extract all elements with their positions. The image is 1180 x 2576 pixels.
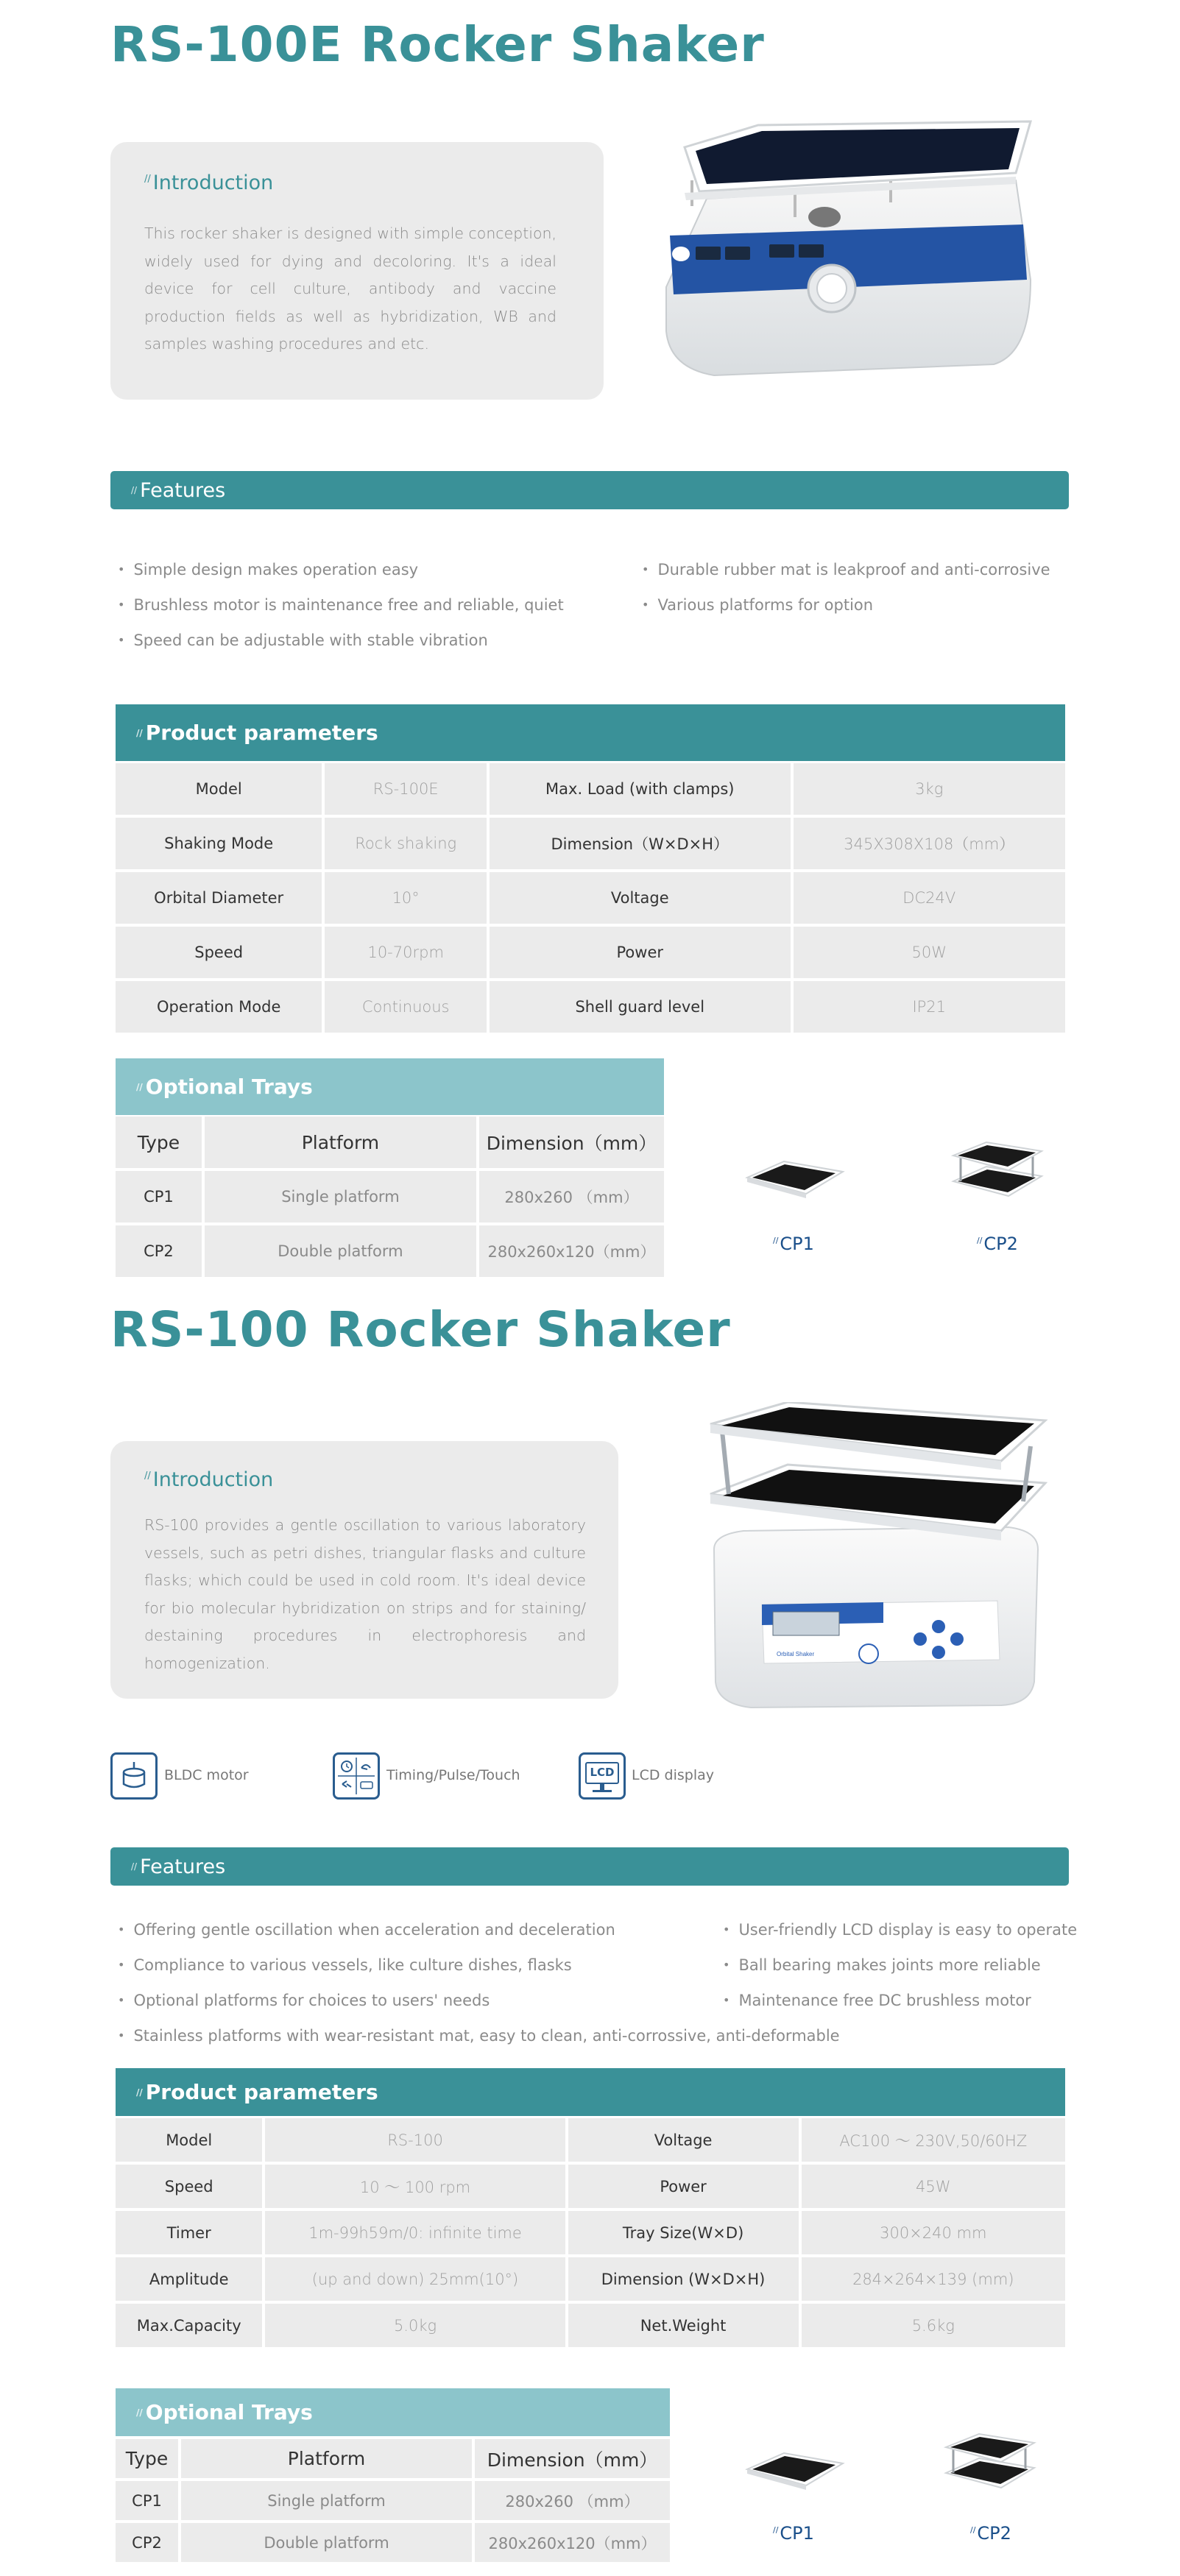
tray-dimension: 280x260x120（mm） [475, 2523, 670, 2562]
table-row [116, 2304, 1065, 2347]
param-value: IP21 [794, 981, 1066, 1033]
param-value: 50W [794, 927, 1066, 978]
tray-type: CP2 [116, 1225, 202, 1277]
param-value: Rock shaking [325, 818, 487, 869]
trays-header-cell: Type [116, 2439, 178, 2478]
lcd-display-label: LCD display [632, 1767, 714, 1783]
product2-trays-table [113, 2436, 673, 2565]
lcd-icon-badge: LCD [585, 1762, 619, 1784]
param-key: Voltage [490, 872, 790, 924]
product2-intro-box [110, 1441, 618, 1699]
product1-params-table [113, 760, 1068, 1036]
timer-icon [333, 1752, 380, 1800]
trays-header-cell: Type [116, 1117, 202, 1168]
product2-params-bar: // Product parameters [116, 2068, 1065, 2116]
table-row [116, 1117, 664, 1168]
param-value: 10° [325, 872, 487, 924]
param-value: AC100 ～ 230V,50/60HZ [802, 2118, 1065, 2162]
feature-item: • Offering gentle oscillation when acceleration and deceleration [118, 1921, 615, 1939]
product1-title: RS-100E Rocker Shaker [110, 16, 765, 73]
param-key: Power [568, 2165, 799, 2208]
param-key: Dimension (W×D×H) [568, 2257, 799, 2301]
rs100e-device-image [648, 110, 1045, 390]
tray-type: CP1 [116, 2481, 178, 2520]
feature-item: • User-friendly LCD display is easy to operate [723, 1921, 1077, 1939]
feature-item: • Durable rubber mat is leakproof and anti-corrosive [642, 561, 1050, 578]
cp1-tray-image [743, 2447, 847, 2499]
cp2-caption: //CP2 [970, 2523, 1011, 2544]
param-key: Amplitude [116, 2257, 262, 2301]
param-value: 1m-99h59m/0: infinite time [265, 2211, 565, 2254]
feature-item: • Optional platforms for choices to users' needs [118, 1992, 490, 2009]
tray-dimension: 280x260 （mm） [479, 1171, 664, 1222]
product2-features-bar: // Features [110, 1847, 1069, 1886]
param-value: 45W [802, 2165, 1065, 2208]
product1-trays-table [113, 1114, 667, 1280]
bldc-motor-label: BLDC motor [164, 1767, 249, 1783]
product2-intro-heading: // Introduction [144, 1468, 274, 1491]
product1-intro-heading: // Introduction [144, 171, 274, 194]
param-value: 3kg [794, 763, 1066, 815]
cp1-caption: //CP1 [773, 1234, 814, 1254]
tray-platform: Single platform [205, 1171, 476, 1222]
tray-type: CP1 [116, 1171, 202, 1222]
table-row [116, 2118, 1065, 2162]
param-key: Power [490, 927, 790, 978]
table-row [116, 2439, 670, 2478]
param-key: Speed [116, 927, 322, 978]
tray-dimension: 280x260 （mm） [475, 2481, 670, 2520]
param-value: Continuous [325, 981, 487, 1033]
table-row [116, 818, 1065, 869]
param-key: Tray Size(W×D) [568, 2211, 799, 2254]
timing-label: Timing/Pulse/Touch [386, 1767, 520, 1783]
tray-platform: Single platform [181, 2481, 472, 2520]
param-key: Dimension（W×D×H） [490, 818, 790, 869]
cp1-caption: //CP1 [773, 2523, 814, 2544]
table-row [116, 1225, 664, 1277]
param-value: 5.6kg [802, 2304, 1065, 2347]
param-value: 5.0kg [265, 2304, 565, 2347]
param-key: Max.Capacity [116, 2304, 262, 2347]
param-key: Shell guard level [490, 981, 790, 1033]
tray-type: CP2 [116, 2523, 178, 2562]
feature-item: • Various platforms for option [642, 596, 873, 614]
param-key: Model [116, 763, 322, 815]
product1-params-bar: // Product parameters [116, 704, 1065, 761]
feature-item: • Maintenance free DC brushless motor [723, 1992, 1031, 2009]
param-key: Model [116, 2118, 262, 2162]
tray-platform: Double platform [181, 2523, 472, 2562]
feature-item: • Ball bearing makes joints more reliable [723, 1956, 1041, 1974]
param-value: (up and down) 25mm(10°) [265, 2257, 565, 2301]
trays-header-cell: Platform [181, 2439, 472, 2478]
param-value: 345X308X108（mm） [794, 818, 1066, 869]
cp2-tray-image [946, 1141, 1049, 1211]
param-value: DC24V [794, 872, 1066, 924]
table-row [116, 2481, 670, 2520]
param-value: 10-70rpm [325, 927, 487, 978]
param-value: 10 ～ 100 rpm [265, 2165, 565, 2208]
product2-title: RS-100 Rocker Shaker [110, 1301, 731, 1358]
product1-features-bar: // Features [110, 471, 1069, 509]
param-value: 300×240 mm [802, 2211, 1065, 2254]
table-row [116, 2523, 670, 2562]
cp1-tray-image [743, 1156, 847, 1207]
table-row [116, 872, 1065, 924]
param-key: Max. Load (with clamps) [490, 763, 790, 815]
trays-header-cell: Platform [205, 1117, 476, 1168]
device-panel-text: Orbital Shaker [777, 1651, 815, 1657]
feature-item: • Simple design makes operation easy [118, 561, 418, 578]
cp2-caption: //CP2 [977, 1234, 1018, 1254]
param-key: Operation Mode [116, 981, 322, 1033]
param-value: RS-100E [325, 763, 487, 815]
param-key: Timer [116, 2211, 262, 2254]
param-key: Voltage [568, 2118, 799, 2162]
trays-header-cell: Dimension（mm） [479, 1117, 664, 1168]
param-value: RS-100 [265, 2118, 565, 2162]
trays-header-cell: Dimension（mm） [475, 2439, 670, 2478]
table-row [116, 2165, 1065, 2208]
product1-intro-box [110, 142, 604, 400]
param-value: 284×264×139 (mm) [802, 2257, 1065, 2301]
table-row [116, 763, 1065, 815]
param-key: Shaking Mode [116, 818, 322, 869]
product2-trays-bar: // Optional Trays [116, 2388, 670, 2436]
lcd-icon [579, 1752, 626, 1800]
tray-dimension: 280x260x120（mm） [479, 1225, 664, 1277]
table-row [116, 2211, 1065, 2254]
feature-item: • Speed can be adjustable with stable vibration [118, 631, 488, 649]
product1-trays-bar: // Optional Trays [116, 1058, 664, 1115]
feature-item: • Stainless platforms with wear-resistant mat, easy to clean, anti-corrossive, anti-deformable [118, 2027, 840, 2045]
feature-item: • Compliance to various vessels, like culture dishes, flasks [118, 1956, 572, 1974]
product2-intro-text: RS-100 provides a gentle oscillation to various laboratory vessels, such as petri dishes, triangular flasks and culture flasks; which could be used in cold room. It's ideal device for bio molecular hybridization on strips and for staining/ destaining procedures in electrophoresis and homogenization. [144, 1516, 586, 1672]
table-row [116, 927, 1065, 978]
table-row [116, 2257, 1065, 2301]
param-key: Speed [116, 2165, 262, 2208]
param-key: Net.Weight [568, 2304, 799, 2347]
param-key: Orbital Diameter [116, 872, 322, 924]
product2-params-table [113, 2115, 1068, 2350]
rs100-device-image [699, 1402, 1053, 1711]
table-row [116, 981, 1065, 1033]
table-row [116, 1171, 664, 1222]
tray-platform: Double platform [205, 1225, 476, 1277]
feature-item: • Brushless motor is maintenance free and reliable, quiet [118, 596, 564, 614]
motor-icon [110, 1752, 158, 1800]
cp2-tray-image [939, 2432, 1042, 2502]
product1-intro-text: This rocker shaker is designed with simple conception, widely used for dying and decoloring. It's a ideal device for cell culture, antibody and vaccine production fields as well as hybridization, WB and samples washing procedures and etc. [144, 224, 557, 353]
